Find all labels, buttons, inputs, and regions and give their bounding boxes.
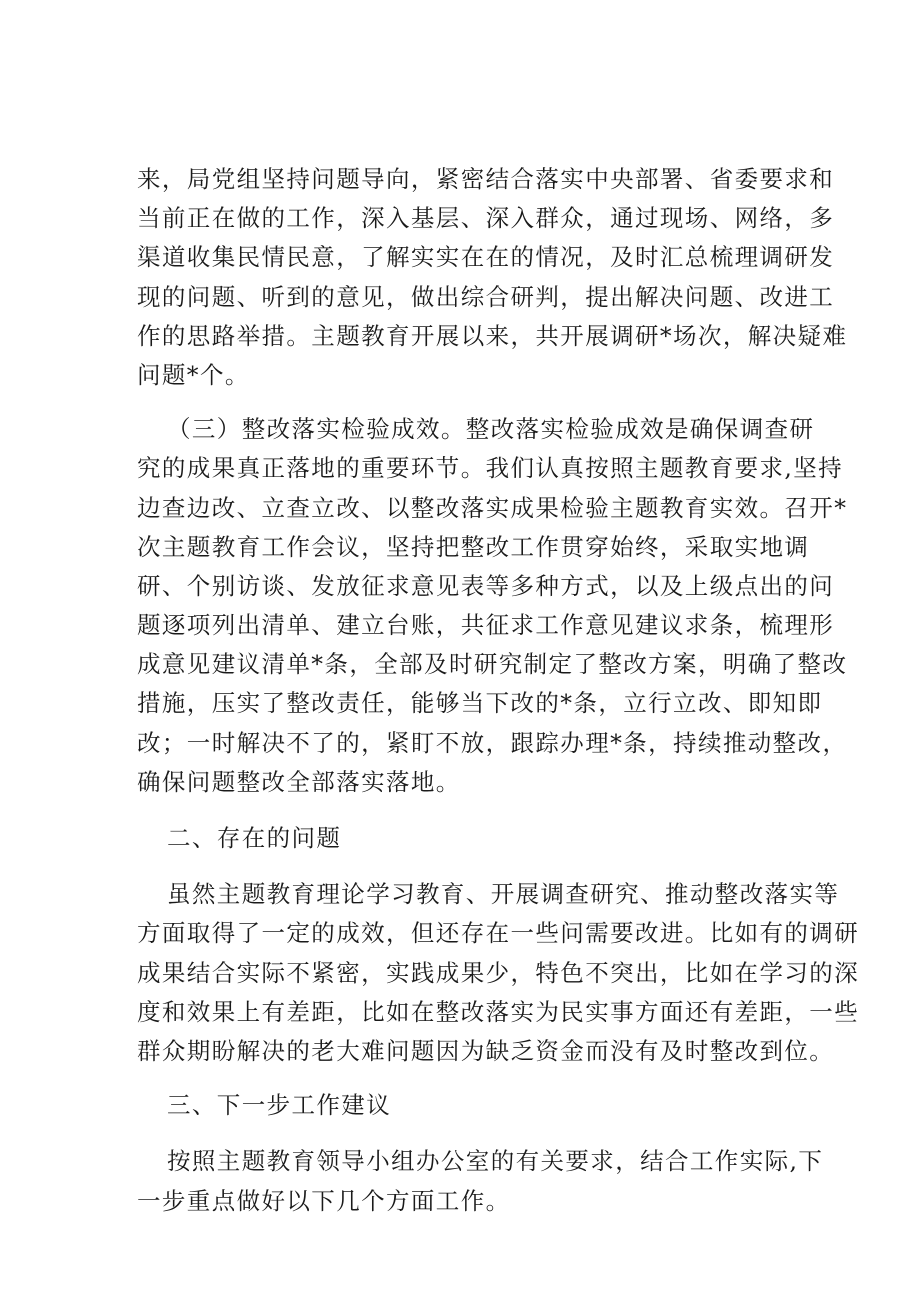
text-line: （三）整改落实检验成效。整改落实检验成效是确保调查研 — [167, 415, 815, 444]
section-heading-next-steps: 三、下一步工作建议 — [167, 1091, 392, 1120]
text-line: 度和效果上有差距，比如在整改落实为民实事方面还有差距，一些 — [137, 997, 860, 1026]
document-body — [137, 160, 860, 1221]
text-line: 成意见建议清单*条，全部及时研究制定了整改方案，明确了整改 — [137, 650, 848, 679]
text-line: 问题*个。 — [137, 360, 250, 389]
text-line: 确保问题整改全部落实落地。 — [137, 767, 461, 796]
text-line: 作的思路举措。主题教育开展以来，共开展调研*场次，解决疑难 — [137, 321, 848, 350]
text-line: 群众期盼解决的老大难问题因为缺乏资金而没有及时整改到位。 — [137, 1036, 835, 1065]
paragraph-research-summary — [137, 160, 848, 395]
text-line: 来，局党组坚持问题导向，紧密结合落实中央部署、省委要求和 — [137, 165, 835, 193]
section-heading-existing-problems: 二、存在的问题 — [167, 824, 342, 852]
text-line: 题逐项列出清单、建立台账，共征求工作意见建议求条，梳理形 — [137, 611, 835, 640]
text-line: 虽然主题教育理论学习教育、开展调查研究、推动整改落实等 — [167, 880, 840, 909]
text-line: 一步重点做好以下几个方面工作。 — [137, 1186, 511, 1215]
text-line: 现的问题、听到的意见，做出综合研判，提出解决问题、改进工 — [137, 282, 835, 311]
text-line: 研、个别访谈、发放征求意见表等多种方式，以及上级点出的问 — [137, 571, 835, 600]
text-line: 按照主题教育领导小组办公室的有关要求，结合工作实际,下 — [167, 1147, 824, 1176]
paragraph-rectification — [137, 410, 848, 802]
text-line: 方面取得了一定的成效，但还存在一些问需要改进。比如有的调研 — [137, 919, 860, 948]
text-line: 当前正在做的工作，深入基层、深入群众，通过现场、网络，多 — [137, 204, 835, 233]
text-line: 究的成果真正落地的重要环节。我们认真按照主题教育要求,坚持 — [137, 454, 844, 483]
text-line: 边查边改、立查立改、以整改落实成果检验主题教育实效。召开* — [137, 493, 848, 522]
paragraph-next-steps — [137, 1142, 824, 1220]
text-line: 改；一时解决不了的，紧盯不放，跟踪办理*条，持续推动整改， — [137, 728, 848, 757]
text-line: 次主题教育工作会议，坚持把整改工作贯穿始终，采取实地调 — [137, 532, 810, 561]
text-line: 渠道收集民情民意，了解实实在在的情况，及时汇总梳理调研发 — [137, 243, 835, 272]
paragraph-existing-problems — [137, 875, 860, 1071]
text-line: 措施，压实了整改责任，能够当下改的*条，立行立改、即知即 — [137, 689, 823, 718]
text-line: 成果结合实际不紧密，实践成果少，特色不突出，比如在学习的深 — [137, 958, 860, 987]
